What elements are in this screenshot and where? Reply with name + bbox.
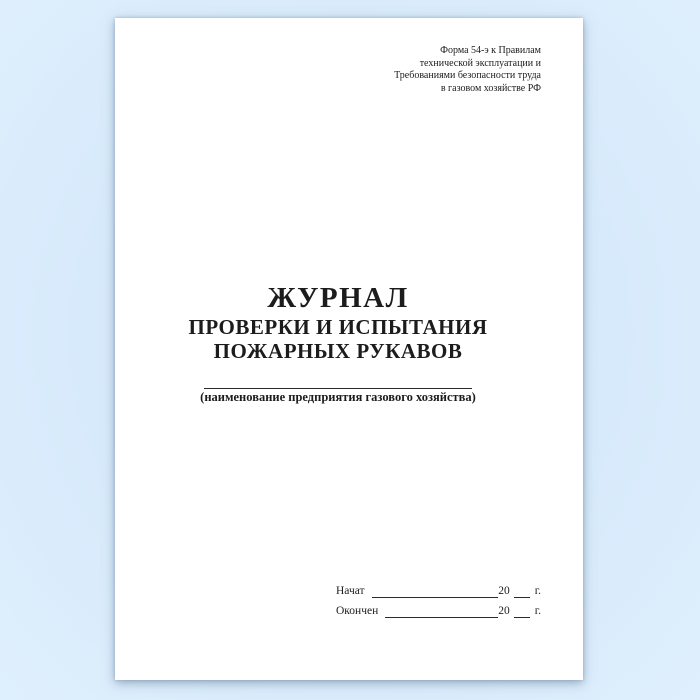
end-year-blank-line [514, 617, 530, 618]
document-page [115, 18, 583, 680]
end-date-row [336, 603, 541, 618]
start-year-blank-line [514, 597, 530, 598]
form-reference-line: технической эксплуатации и [419, 57, 541, 69]
start-date-label: Начат [336, 585, 365, 597]
end-year-prefix: 20 [498, 605, 510, 617]
form-reference-line: Требованиями безопасности труда [394, 70, 541, 81]
form-reference [135, 45, 541, 95]
start-year-suffix: г. [534, 585, 541, 597]
journal-subtitle-line-1: ПРОВЕРКИ И ИСПЫТАНИЯ [188, 315, 488, 339]
start-date-row [336, 583, 541, 598]
title-block [135, 282, 541, 363]
end-date-label: Окончен [336, 605, 379, 617]
dates-block [336, 583, 541, 618]
start-date-blank-line [372, 597, 499, 598]
organization-name-blank-line [204, 363, 472, 389]
journal-subtitle-line-2: ПОЖАРНЫХ РУКАВОВ [213, 339, 463, 363]
end-year-suffix: г. [534, 605, 541, 617]
start-year-prefix: 20 [498, 585, 510, 597]
end-date-blank-line [385, 617, 498, 618]
organization-caption: (наименование предприятия газового хозяйства) [200, 390, 476, 404]
journal-title: ЖУРНАЛ [267, 282, 409, 314]
form-reference-line: в газовом хозяйстве РФ [440, 82, 541, 94]
form-reference-line: Форма 54-э к Правилам [440, 45, 541, 56]
